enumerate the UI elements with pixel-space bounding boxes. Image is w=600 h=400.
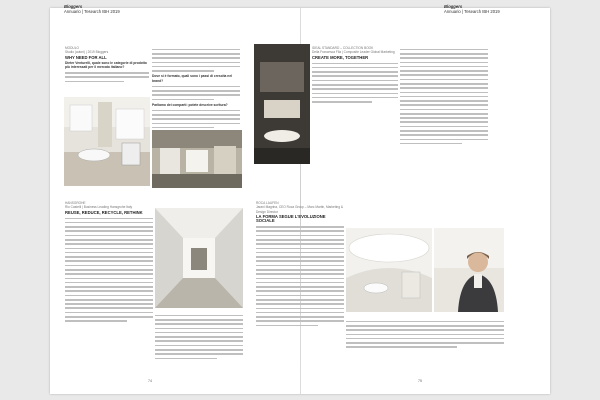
article-title: WHY NEED FOR ALL	[65, 54, 107, 60]
photo-interior-white-room	[64, 97, 150, 186]
body-text	[152, 86, 240, 100]
body-text	[256, 226, 344, 326]
running-header-left	[64, 4, 124, 14]
article-ideal-standard-col2	[400, 46, 488, 147]
body-text	[155, 315, 243, 359]
article-title: LA FORMA SEGUE L'EVOLUZIONE SOCIALE	[256, 213, 326, 224]
interview-question: Dove si è formato, quali sono i passi di crescita nel brand?	[152, 74, 233, 83]
article-lead: Dieter Venturelli, quale sono le categorie di prodotto più interessati per il mercato italiano?	[65, 60, 147, 70]
article-ideal-standard-col1	[312, 46, 398, 105]
body-text	[65, 72, 149, 82]
body-text	[346, 321, 504, 348]
running-header-right	[444, 4, 504, 14]
photo-white-corridor	[155, 208, 243, 308]
article-author: Jarani Magrina, CEO Roca Group – Marc Martin, Marketing & Design Director	[256, 205, 343, 214]
article-roca-caption	[346, 318, 504, 351]
article-hansgrohe-col2	[155, 312, 243, 362]
article-hansgrohe-col1	[65, 201, 153, 325]
body-text	[152, 49, 240, 72]
header-brand: Bloggers	[64, 4, 83, 9]
article-title: CREATE MORE, TOGETHER	[312, 54, 369, 60]
article-category: MODULO	[65, 46, 79, 50]
photo-portrait	[434, 228, 504, 312]
body-text	[65, 218, 153, 322]
article-author: Della Francesca Fila | Composite Leader Global Marketing	[312, 50, 395, 55]
body-text	[312, 63, 398, 103]
page-number-right: 75	[418, 379, 422, 383]
body-text	[400, 49, 488, 145]
article-interview-col1	[65, 46, 149, 85]
photo-showroom	[152, 130, 242, 188]
article-category: IDEAL STANDARD – COLLECTION BOOK	[312, 46, 374, 50]
article-roca-col1	[256, 201, 344, 329]
photo-dark-showroom	[254, 44, 310, 164]
article-author: Rio Castelli | Business Leading Hansgrohe Italy	[65, 205, 133, 210]
header-subtitle: Annuario | Tesearch IBH 2019	[444, 9, 500, 14]
header-subtitle: Annuario | Tesearch IBH 2019	[64, 9, 120, 14]
article-title: REUSE, REDUCE, RECYCLE, RETHINK	[65, 209, 143, 215]
page-number-left: 74	[148, 379, 152, 383]
article-author: Studio (autori) | 2019 Bloggers	[65, 50, 109, 55]
article-category: ROCA LAUFEN	[256, 201, 279, 205]
header-brand: Bloggers	[444, 4, 463, 9]
interview-question: Parliamo dei comparti: potete descrive scritura?	[152, 102, 228, 107]
photo-futuristic-interior	[346, 228, 432, 312]
body-text	[152, 110, 240, 129]
article-category: HANSGROHE	[65, 201, 86, 205]
